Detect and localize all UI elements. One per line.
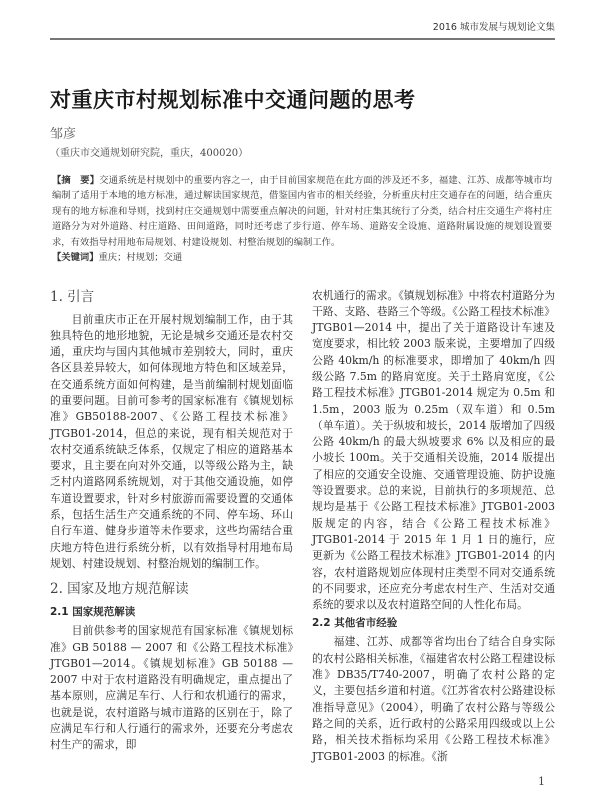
running-header: 2016 城市发展与规划论文集: [432, 22, 555, 33]
right-column: [312, 288, 555, 765]
header-rule: [50, 38, 555, 40]
keywords-label: 【关键词】: [52, 252, 99, 263]
abstract-block: [50, 173, 555, 266]
paragraph: 农机通行的需求。《镇规划标准》中将农村道路分为干路、支路、巷路三个等级。《公路工程技术标准》JTGB01—2014 中，提出了关于道路设计车速及宽度要求，相比较 2003 版来说，主要增加了四级公路 40km/h 的标准要求，即增加了 40km/h 四级公路 7.5m 的路肩宽度。关于土路肩宽度，《公路工程技术标准》JTGB01-2014 规定为 0.5m 和 1.5m，2003 版为 0.25m（双车道）和 0.5m（单车道）。关于纵坡和坡长，2014 版增加了四级公路 40km/h 的最大纵坡要求 6% 以及相应的最小坡长 100m。关于交通相关设施，2014 版提出了相应的交通安全设施、交通管理设施、防护设施等设置要求。总的来说，目前执行的多项规范、总规均是基于《公路工程技术标准》JTGB01-2003 版规定的内容，结合《公路工程技术标准》JTGB01-2014 于 2015 年 1 月 1 日的施行，应更新为《公路工程技术标准》JTGB01-2014 的内容，农村道路规划应体现村庄类型不同对交通系统的不同要求，还应充分考虑农村生产、生活对交通系统的要求以及农村道路空间的人性化布局。: [312, 288, 555, 612]
keywords-text: 重庆；村规划；交通: [98, 252, 183, 263]
affiliation: （重庆市交通规划研究院，重庆，400020）: [50, 147, 249, 159]
keywords: [52, 250, 552, 266]
article-title: 对重庆市村规划标准中交通问题的思考: [50, 87, 416, 112]
paragraph: 福建、江苏、成都等省均出台了结合自身实际的农村公路相关标准，《福建省农村公路工程建设标准》DB35/T740-2007，明确了农村公路的定义，主要包括乡道和村道。《江苏省农村公路建设标准指导意见》（2004），明确了农村公路与等级公路之间的关系，近行政村的公路采用四级或以上公路，相关技术指标均采用《公路工程技术标准》JTGB01-2003 的标准。《浙: [312, 635, 555, 763]
page-number: 1: [538, 774, 545, 788]
body-columns: [50, 288, 555, 765]
abstract: [52, 173, 552, 251]
section-2-heading: 2. 国家及地方规范解读: [50, 581, 189, 598]
paragraph: 目前供参考的国家规范有国家标准《镇规划标准》GB 50188 — 2007 和《公路工程技术标准》JTGB01—2014。《镇规划标准》GB 50188 — 2007 中对于农村道路没有明确规定，重点提出了基本原则，应满足车行、人行和农机通行的需求，也就是说，农村道路与城市道路的区别在于，除了应满足车行和人行通行的需求外，还要充分考虑农村生产的需求，即: [50, 624, 293, 752]
section-1-heading: 1. 引言: [50, 288, 95, 305]
abstract-label: 【摘 要】: [52, 174, 100, 186]
section-2-2-heading: 2.2 其他省市经验: [312, 617, 398, 630]
paragraph: 目前重庆市正在开展村规划编制工作，由于其独具特色的地形地貌，无论是城乡交通还是农村交通，重庆均与国内其他城市差别较大，同时，重庆各区县差异较大，如何体现地方特色和区域差异，在交通系统方面如何构建，是当前编制村规划面临的重要问题。目前可参考的国家标准有《镇规划标准》GB50188-2007、《公路工程技术标准》JTGB01-2014，但总的来说，现有相关规范对于农村交通系统缺乏体系，仅规定了相应的道路基本要求，且主要在向对外交通，以等级公路为主，缺乏村内道路网系统规划，对于其他交通设施，如停车道设置要求，针对乡村旅游而需要设置的交通体系，包括生活生产交通系统的不同、停车场、环山自行车道、健身步道等未作要求，这些均需结合重庆地方特色进行系统分析，以有效指导村用地布局规划、村建设规划、村整治规划的编制工作。: [50, 312, 293, 570]
left-column: [50, 288, 293, 754]
section-2-1-heading: 2.1 国家规范解读: [50, 606, 136, 619]
author: 邹彦: [50, 126, 77, 142]
abstract-text: 交通系统是村规划中的重要内容之一，由于目前国家规范在此方面的涉及还不多，福建、江苏、成都等城市均编制了适用于本地的地方标准，通过解读国家规范，借鉴国内省市的相关经验，分析重庆村庄交通存在的问题，结合重庆现有的地方标准和导则，找到村庄交通规划中需要重点解决的问题，针对村庄集其统行了分类，结合村庄交通生产将村庄道路分为对外道路、村庄道路、田间道路，同时还考虑了步行道、停车场、道路安全设施、道路附属设施的规划设置要求，有效指导村用地布局规划、村建设规划、村整治规划的编制工作。: [52, 174, 552, 248]
